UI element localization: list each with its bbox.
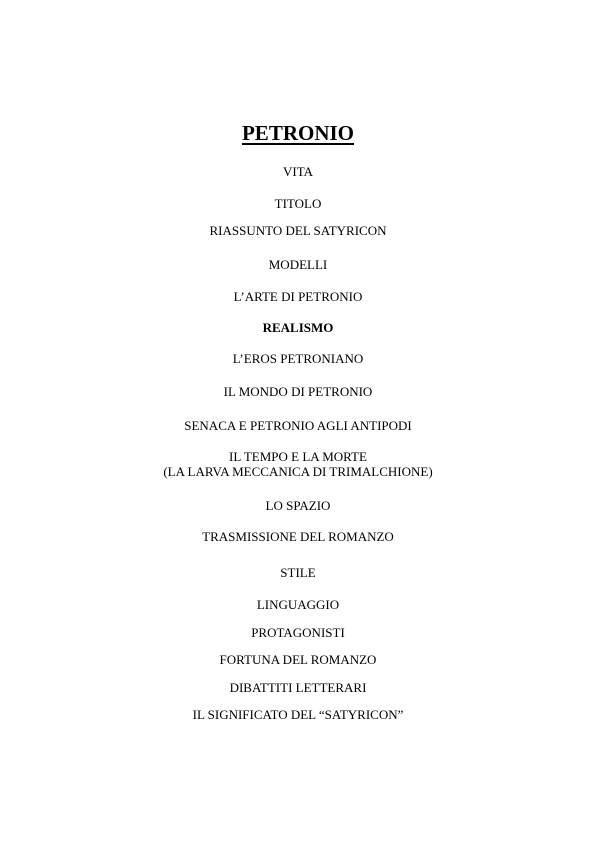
- toc-item-dibattiti: DIBATTITI LETTERARI: [229, 680, 367, 695]
- toc-item-arte: L’ARTE DI PETRONIO: [233, 289, 363, 304]
- toc-item-mondo: IL MONDO DI PETRONIO: [223, 384, 373, 399]
- toc-item-titolo: TITOLO: [274, 196, 322, 211]
- toc-item-significato: IL SIGNIFICATO DEL “SATYRICON”: [192, 707, 404, 722]
- toc-item-fortuna: FORTUNA DEL ROMANZO: [219, 652, 377, 667]
- page-title: PETRONIO: [241, 121, 354, 145]
- toc-item-linguaggio: LINGUAGGIO: [256, 597, 340, 612]
- toc-item-modelli: MODELLI: [268, 257, 328, 272]
- toc-item-trasmissione: TRASMISSIONE DEL ROMANZO: [202, 529, 394, 544]
- toc-item-senaca: SENACA E PETRONIO AGLI ANTIPODI: [184, 418, 412, 433]
- toc-item-tempo: IL TEMPO E LA MORTE: [229, 449, 367, 464]
- toc-item-eros: L’EROS PETRONIANO: [232, 351, 364, 366]
- toc-item-tempo-subtitle: (LA LARVA MECCANICA DI TRIMALCHIONE): [163, 464, 433, 479]
- toc-item-realismo: REALISMO: [262, 320, 334, 335]
- toc-item-stile: STILE: [280, 565, 316, 580]
- toc-item-spazio: LO SPAZIO: [265, 498, 331, 513]
- toc-item-riassunto: RIASSUNTO DEL SATYRICON: [209, 223, 387, 238]
- toc-item-protagonisti: PROTAGONISTI: [251, 625, 345, 640]
- toc-item-vita: VITA: [282, 164, 313, 179]
